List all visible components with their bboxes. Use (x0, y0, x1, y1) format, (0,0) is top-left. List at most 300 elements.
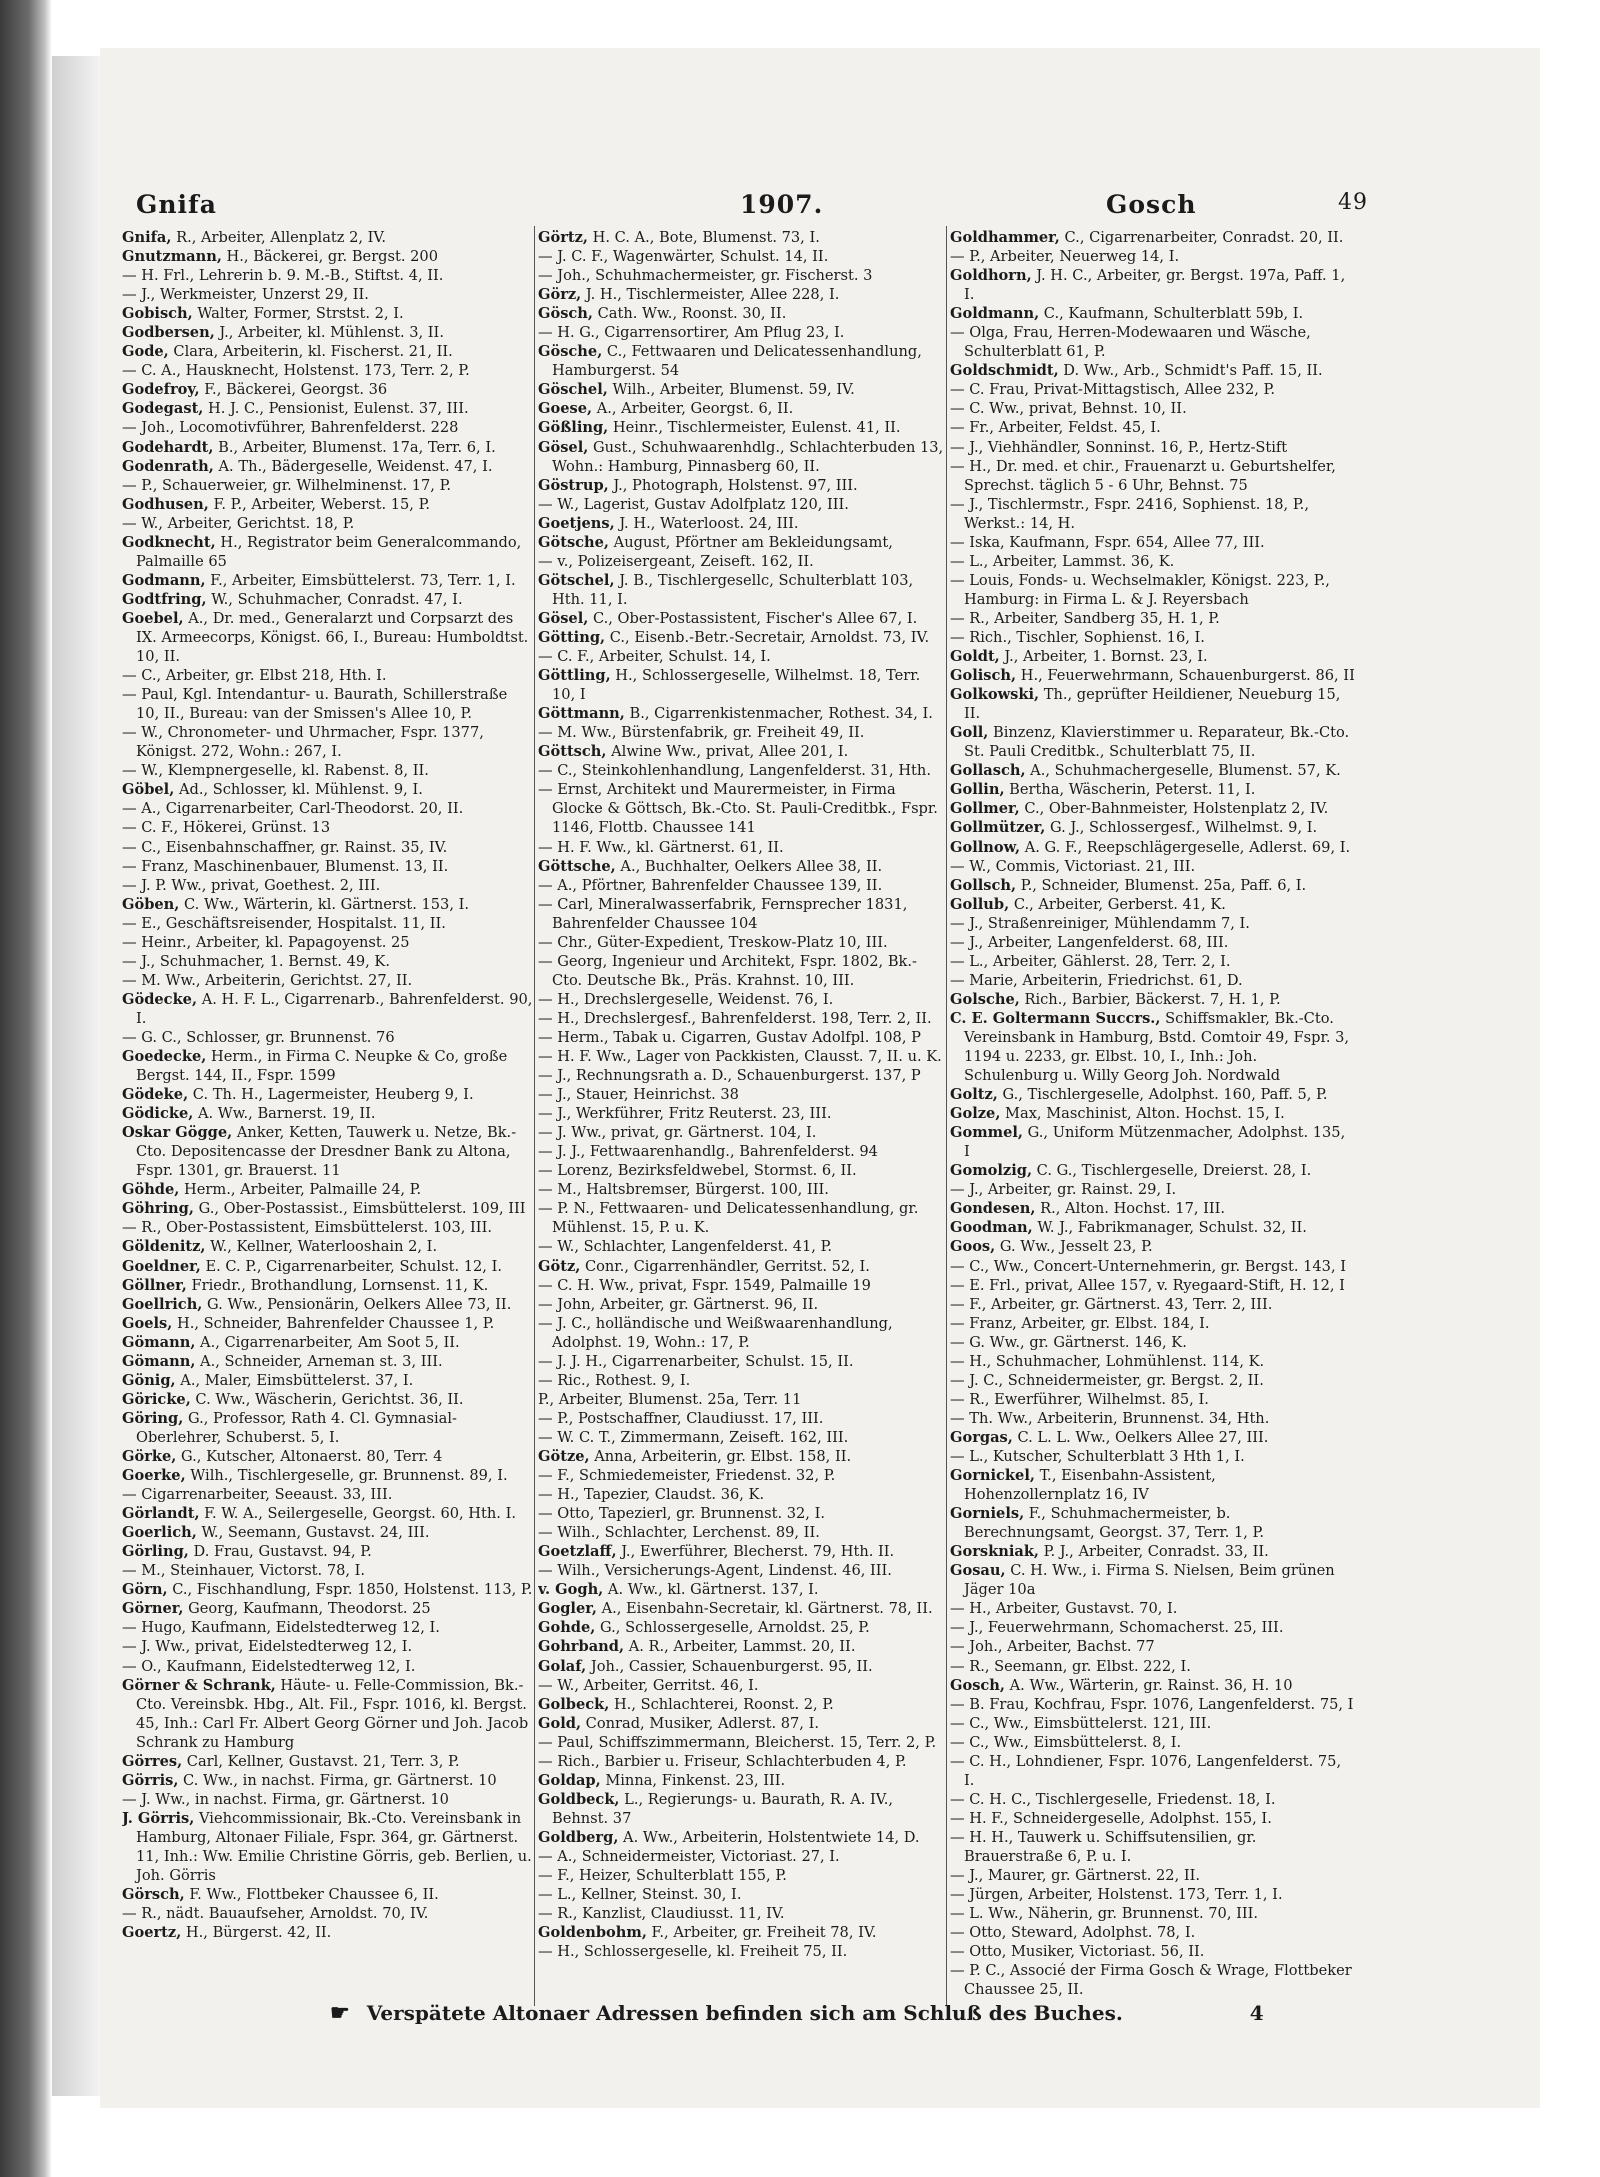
directory-entry (122, 1542, 534, 1561)
entry-details: A., Schneider, Arneman st. 3, III. (195, 1352, 443, 1370)
entry-surname: v. Gogh, (538, 1581, 604, 1599)
directory-entry (538, 1790, 946, 1828)
directory-entry (122, 895, 534, 914)
directory-entry (122, 818, 534, 837)
entry-surname: Gösch, (538, 305, 593, 323)
entry-surname: Goedecke, (122, 1048, 207, 1066)
entry-details: H., Bürgerst. 42, II. (181, 1924, 332, 1942)
entry-details: — F., Arbeiter, gr. Gärtnerst. 43, Terr. 2, III. (950, 1295, 1273, 1313)
directory-entry (538, 780, 946, 837)
entry-surname: Goetzlaff, (538, 1543, 617, 1561)
entry-details: — C. H. Ww., privat, Fspr. 1549, Palmaille 19 (538, 1276, 871, 1294)
directory-entry (538, 952, 946, 990)
directory-entry (950, 266, 1355, 304)
directory-entry (538, 438, 946, 476)
directory-entry (950, 1885, 1355, 1904)
directory-entry (122, 1371, 534, 1390)
entry-details: C. Ww., in nachst. Firma, gr. Gärtnerst. 10 (178, 1771, 497, 1789)
directory-entry (950, 304, 1355, 323)
entry-surname: Görke, (122, 1448, 177, 1465)
pointing-hand-icon: ☛ (330, 2000, 350, 2026)
entry-details: W., Kellner, Waterlooshain 2, I. (205, 1238, 438, 1256)
entry-details: — W., Arbeiter, Gerritst. 46, I. (538, 1676, 759, 1694)
directory-entry (950, 399, 1355, 418)
directory-entry (538, 1504, 946, 1523)
entry-details: Joh., Cassier, Schauenburgerst. 95, II. (586, 1657, 873, 1675)
directory-entry (950, 647, 1355, 666)
entry-details: H. C. A., Bote, Blumenst. 73, I. (588, 229, 820, 246)
directory-entry (122, 799, 534, 818)
entry-details: — Lorenz, Bezirksfeldwebel, Stormst. 6, II. (538, 1162, 857, 1180)
directory-entry (122, 1580, 534, 1599)
directory-entry (538, 1466, 946, 1485)
entry-details: J. H., Waterloost. 24, III. (614, 514, 799, 532)
entry-details: H. J. C., Pensionist, Eulenst. 37, III. (203, 400, 469, 418)
directory-entry (122, 876, 534, 895)
entry-surname: Goldhorn, (950, 267, 1032, 285)
directory-entry (538, 228, 946, 247)
directory-entry (122, 1237, 534, 1256)
directory-entry (950, 1428, 1355, 1447)
entry-surname: Göben, (122, 895, 180, 913)
entry-details: F. Ww., Flottbeker Chaussee 6, II. (184, 1886, 439, 1904)
entry-details: — C. F., Hökerei, Grünst. 13 (122, 819, 331, 837)
directory-entry (950, 1352, 1355, 1371)
page-header (100, 190, 1540, 230)
directory-entry (950, 1085, 1355, 1104)
entry-details: — C. H., Lohndiener, Fspr. 1076, Langenfelderst. 75, I. (950, 1752, 1342, 1789)
page-edge (52, 56, 100, 2096)
entry-details: — C. Frau, Privat-Mittagstisch, Allee 232, P. (950, 381, 1276, 399)
directory-entry (122, 1676, 534, 1752)
entry-surname: Gogler, (538, 1600, 597, 1618)
directory-entry (538, 1847, 946, 1866)
entry-surname: Gößling, (538, 419, 609, 437)
entry-details: — R., Ober-Postassistent, Eimsbüttelerst. 103, III. (122, 1219, 492, 1237)
entry-surname: Göttmann, (538, 705, 625, 723)
directory-entry (950, 1447, 1355, 1466)
entry-surname: Golze, (950, 1105, 1001, 1123)
entry-surname: Göricke, (122, 1390, 191, 1408)
directory-entry (122, 1523, 534, 1542)
entry-details: — H., Schuhmacher, Lohmühlenst. 114, K. (950, 1352, 1265, 1370)
entry-details: W., Seemann, Gustavst. 24, III. (196, 1524, 430, 1542)
directory-entry (950, 1942, 1355, 1961)
entry-details: — R., Arbeiter, Sandberg 35, H. 1, P. (950, 609, 1220, 627)
entry-details: J., Arbeiter, 1. Bornst. 23, I. (999, 648, 1208, 666)
directory-entry (950, 1180, 1355, 1199)
directory-entry (122, 438, 534, 457)
directory-entry (122, 914, 534, 933)
directory-entry (122, 1028, 534, 1047)
entry-surname: Gödecke, (122, 990, 198, 1008)
entry-details: — H., Drechslergeselle, Weidenst. 76, I. (538, 990, 834, 1008)
entry-details: C., Ober-Postassistent, Fischer's Allee 67, I. (588, 609, 918, 627)
directory-entry (538, 514, 946, 533)
entry-details: — J. J. H., Cigarrenarbeiter, Schulst. 15, II. (538, 1352, 854, 1370)
column-divider (946, 226, 947, 2006)
entry-surname: Göring, (122, 1409, 184, 1427)
entry-details: H., Feuerwehrmann, Schauenburgerst. 86, II (1016, 667, 1355, 685)
directory-entry (950, 857, 1355, 876)
directory-entry (538, 533, 946, 552)
entry-details: — L., Arbeiter, Lammst. 36, K. (950, 552, 1175, 570)
directory-entry (538, 647, 946, 666)
directory-entry (538, 1009, 946, 1028)
directory-entry (538, 1618, 946, 1637)
entry-details: A. H. F. L., Cigarrenarb., Bahrenfelderst. 90, I. (136, 990, 533, 1027)
entry-details: — Th. Ww., Arbeiterin, Brunnenst. 34, Hth. (950, 1409, 1270, 1427)
entry-details: — R., Kanzlist, Claudiusst. 11, IV. (538, 1905, 785, 1923)
entry-details: C., Ober-Bahnmeister, Holstenplatz 2, IV. (1019, 800, 1329, 818)
entry-details: — Rich., Tischler, Sophienst. 16, I. (950, 628, 1205, 646)
entry-details: A. Ww., Wärterin, gr. Rainst. 36, H. 10 (1005, 1676, 1293, 1694)
entry-details: — M., Haltsbremser, Bürgerst. 100, III. (538, 1181, 829, 1199)
entry-surname: Goldt, (950, 648, 1000, 666)
entry-details: C. Ww., Wärterin, kl. Gärtnerst. 153, I. (179, 895, 470, 913)
entry-details: A. Th., Bädergeselle, Weidenst. 47, I. (213, 457, 493, 475)
directory-entry (538, 1714, 946, 1733)
entry-details: — J., Straßenreiniger, Mühlendamm 7, I. (950, 914, 1250, 932)
entry-surname: Godbersen, (122, 324, 215, 342)
entry-details: Conr., Cigarrenhändler, Gerritst. 52, I. (580, 1257, 870, 1275)
directory-entry (538, 323, 946, 342)
directory-column-1 (122, 228, 534, 1998)
entry-surname: Göstrup, (538, 476, 609, 494)
directory-entry (122, 285, 534, 304)
directory-entry (122, 1104, 534, 1123)
directory-entry (950, 990, 1355, 1009)
directory-entry (950, 1676, 1355, 1695)
entry-details: — Paul, Schiffszimmermann, Bleicherst. 15, Terr. 2, P. (538, 1733, 937, 1751)
directory-entry (538, 666, 946, 704)
directory-entry (950, 685, 1355, 723)
entry-surname: Gohrband, (538, 1638, 625, 1656)
entry-surname: Godegast, (122, 400, 204, 418)
entry-details: — Georg, Ingenieur und Architekt, Fspr. 1802, Bk.-Cto. Deutsche Bk., Präs. Krahnst. 10, III. (538, 952, 917, 989)
entry-details: — A., Pförtner, Bahrenfelder Chaussee 139, II. (538, 876, 883, 894)
entry-details: Gust., Schuhwaarenhdlg., Schlachterbuden 13, Wohn.: Hamburg, Pinnasberg 60, II. (552, 438, 944, 475)
directory-entry (950, 818, 1355, 837)
directory-entry (950, 1466, 1355, 1504)
entry-surname: Goldenbohm, (538, 1924, 647, 1942)
directory-entry (538, 247, 946, 266)
entry-details: Rich., Barbier, Bäckerst. 7, H. 1, P. (1019, 990, 1281, 1008)
directory-entry (538, 1047, 946, 1066)
entry-surname: Gösel, (538, 438, 589, 456)
entry-details: — C., Ww., Eimsbüttelerst. 8, I. (950, 1733, 1182, 1751)
entry-details: — E., Geschäftsreisender, Hospitalst. 11, II. (122, 914, 446, 932)
directory-entry (122, 780, 534, 799)
directory-entry (538, 1580, 946, 1599)
directory-entry (538, 1637, 946, 1656)
entry-details: — Cigarrenarbeiter, Seeaust. 33, III. (122, 1486, 393, 1504)
entry-details: — J., Arbeiter, gr. Rainst. 29, I. (950, 1181, 1177, 1199)
directory-entry (538, 285, 946, 304)
entry-details: — G. C., Schlosser, gr. Brunnenst. 76 (122, 1028, 395, 1046)
entry-details: — J. C. F., Wagenwärter, Schulst. 14, II. (538, 248, 829, 266)
entry-surname: Göschel, (538, 381, 608, 399)
directory-entry (122, 1561, 534, 1580)
entry-surname: Goll, (950, 724, 989, 742)
entry-details: — Heinr., Arbeiter, kl. Papagoyenst. 25 (122, 933, 410, 951)
directory-entry (122, 418, 534, 437)
entry-details: G., Tischlergeselle, Adolphst. 160, Paff. 5, P. (997, 1086, 1328, 1104)
directory-entry (122, 361, 534, 380)
entry-details: — R., Seemann, gr. Elbst. 222, I. (950, 1657, 1191, 1675)
directory-entry (538, 1866, 946, 1885)
entry-surname: Goltz, (950, 1086, 998, 1104)
directory-entry (538, 399, 946, 418)
entry-details: — J., Arbeiter, Langenfelderst. 68, III. (950, 933, 1229, 951)
directory-entry (950, 761, 1355, 780)
entry-surname: Goellrich, (122, 1295, 203, 1313)
entry-details: — G. Ww., gr. Gärtnerst. 146, K. (950, 1333, 1187, 1351)
entry-details: — P. C., Associé der Firma Gosch & Wrage, Flottbeker Chaussee 25, II. (950, 1962, 1352, 1998)
entry-surname: Golbeck, (538, 1695, 610, 1713)
directory-entry (538, 1676, 946, 1695)
entry-details: Max, Maschinist, Alton. Hochst. 15, I. (1000, 1105, 1285, 1123)
entry-details: H., Bäckerei, gr. Bergst. 200 (221, 248, 438, 266)
entry-surname: Godhusen, (122, 495, 209, 513)
entry-details: — W., Lagerist, Gustav Adolfplatz 120, III. (538, 495, 849, 513)
entry-details: C., Fettwaaren und Delicatessenhandlung, Hamburgerst. 54 (552, 343, 922, 380)
entry-details: August, Pförtner am Bekleidungsamt, (609, 533, 893, 551)
directory-entry (122, 1123, 534, 1180)
entry-details: — H. F. Ww., kl. Gärtnerst. 61, II. (538, 838, 784, 856)
directory-entry (950, 799, 1355, 818)
entry-surname: Görris, (122, 1771, 179, 1789)
directory-entry (122, 723, 534, 761)
entry-details: D. Ww., Arb., Schmidt's Paff. 15, II. (1058, 362, 1323, 380)
entry-surname: Gnifa, (122, 229, 172, 246)
entry-surname: Gollmer, (950, 800, 1020, 818)
entry-details: J., Photograph, Holstenst. 97, III. (608, 476, 858, 494)
directory-entry (950, 1695, 1355, 1714)
directory-entry (122, 1333, 534, 1352)
entry-surname: Goodman, (950, 1219, 1033, 1237)
entry-details: — P. N., Fettwaaren- und Delicatessenhandlung, gr. Mühlenst. 15, P. u. K. (538, 1200, 919, 1237)
directory-entry (538, 990, 946, 1009)
directory-entry (950, 1161, 1355, 1180)
entry-details: F., Bäckerei, Georgst. 36 (199, 381, 388, 399)
entry-details: E. C. P., Cigarrenarbeiter, Schulst. 12, I. (200, 1257, 502, 1275)
entry-details: G., Schlossergeselle, Arnoldst. 25, P. (595, 1619, 870, 1637)
directory-entry (538, 1295, 946, 1314)
entry-details: — Otto, Steward, Adolphst. 78, I. (950, 1924, 1196, 1942)
entry-surname: Godtfring, (122, 590, 207, 608)
entry-details: — L., Kellner, Steinst. 30, I. (538, 1886, 742, 1904)
entry-surname: Görner, (122, 1600, 184, 1618)
entry-details: — J. C., Schneidermeister, gr. Bergst. 2, II. (950, 1371, 1264, 1389)
entry-details: — B. Frau, Kochfrau, Fspr. 1076, Langenfelderst. 75, I (950, 1695, 1354, 1713)
directory-entry (122, 1276, 534, 1295)
directory-entry (122, 342, 534, 361)
entry-details: — F., Schmiedemeister, Friedenst. 32, P. (538, 1467, 836, 1485)
entry-details: F., Arbeiter, gr. Freiheit 78, IV. (646, 1924, 877, 1942)
directory-entry (538, 933, 946, 952)
entry-details: Georg, Kaufmann, Theodorst. 25 (183, 1600, 431, 1618)
entry-details: — H. F. Ww., Lager von Packkisten, Clausst. 7, II. u. K. (538, 1048, 942, 1066)
directory-entry (538, 761, 946, 780)
directory-entry (538, 1199, 946, 1237)
entry-surname: Oskar Gögge, (122, 1124, 233, 1142)
entry-details: — J., Feuerwehrmann, Schomacherst. 25, III. (950, 1619, 1284, 1637)
entry-details: — v., Polizeisergeant, Zeiseft. 162, II. (538, 552, 814, 570)
directory-entry (122, 1809, 534, 1885)
entry-details: — Carl, Mineralwasserfabrik, Fernsprecher 1831, Bahrenfelder Chaussee 104 (538, 895, 908, 932)
entry-details: — Herm., Tabak u. Cigarren, Gustav Adolfpl. 108, P (538, 1028, 921, 1046)
page-number: 49 (1338, 190, 1368, 215)
entry-details: Ad., Schlosser, kl. Mühlenst. 9, I. (174, 781, 423, 799)
entry-surname: Gollin, (950, 781, 1005, 799)
entry-details: C., Cigarrenarbeiter, Conradst. 20, II. (1059, 229, 1344, 246)
entry-details: Alwine Ww., privat, Allee 201, I. (606, 743, 849, 761)
directory-entry (122, 1295, 534, 1314)
entry-details: W. J., Fabrikmanager, Schulst. 32, II. (1032, 1219, 1307, 1237)
entry-details: — Franz, Maschinenbauer, Blumenst. 13, II. (122, 857, 449, 875)
directory-entry (950, 914, 1355, 933)
entry-details: — Joh., Schuhmachermeister, gr. Fischerst. 3 (538, 267, 873, 285)
entry-details: C. L. L. Ww., Oelkers Allee 27, III. (1012, 1428, 1269, 1446)
entry-surname: Götting, (538, 628, 606, 646)
entry-details: J., Ewerführer, Blecherst. 79, Hth. II. (616, 1543, 895, 1561)
entry-details: — John, Arbeiter, gr. Gärtnerst. 96, II. (538, 1295, 819, 1313)
entry-surname: J. Görris, (122, 1809, 195, 1827)
entry-details: Conrad, Musiker, Adlerst. 87, I. (581, 1714, 819, 1732)
directory-entry (538, 342, 946, 380)
directory-entry (950, 1542, 1355, 1561)
directory-entry (122, 857, 534, 876)
directory-entry (538, 838, 946, 857)
column-divider (534, 226, 535, 2006)
directory-entry (122, 971, 534, 990)
entry-details: Anna, Arbeiterin, gr. Elbst. 158, II. (589, 1448, 852, 1465)
directory-entry (950, 1961, 1355, 1998)
entry-details: — H. H., Tauwerk u. Schiffsutensilien, gr. Brauerstraße 6, P. u. I. (950, 1828, 1257, 1865)
entry-surname: Göbel, (122, 781, 175, 799)
entry-details: — Chr., Güter-Expedient, Treskow-Platz 10, III. (538, 933, 888, 951)
entry-details: G. Ww., Pensionärin, Oelkers Allee 73, II. (202, 1295, 512, 1313)
entry-surname: Gommel, (950, 1124, 1023, 1142)
entry-surname: Götze, (538, 1448, 590, 1465)
entry-surname: Gollsch, (950, 876, 1017, 894)
directory-column-3 (950, 228, 1355, 1998)
directory-entry (122, 1314, 534, 1333)
entry-details: — C., Arbeiter, gr. Elbst 218, Hth. I. (122, 667, 387, 685)
signature-mark: 4 (1249, 2001, 1264, 2025)
entry-details: A., Dr. med., Generalarzt und Corpsarzt des IX. Armeecorps, Königst. 66, I., Bureau: Humboldtst. 10, II. (136, 609, 529, 666)
directory-entry (122, 380, 534, 399)
entry-details: P., Schneider, Blumenst. 25a, Paff. 6, I. (1016, 876, 1307, 894)
entry-surname: Godefroy, (122, 381, 200, 399)
directory-entry (950, 571, 1355, 609)
entry-surname: Gode, (122, 343, 169, 361)
entry-details: A., Cigarrenarbeiter, Am Soot 5, II. (195, 1333, 460, 1351)
directory-entry (950, 628, 1355, 647)
entry-details: H., Schneider, Bahrenfelder Chaussee 1, P. (172, 1314, 495, 1332)
entry-surname: Gorgas, (950, 1428, 1013, 1446)
entry-details: Carl, Kellner, Gustavst. 21, Terr. 3, P. (182, 1752, 460, 1770)
directory-entry (538, 418, 946, 437)
entry-details: — Fr., Arbeiter, Feldst. 45, I. (950, 419, 1161, 437)
directory-entry (538, 1409, 946, 1428)
directory-entry (538, 1161, 946, 1180)
entry-details: G., Ober-Postassist., Eimsbüttelerst. 109, III (193, 1200, 526, 1218)
directory-entry (538, 495, 946, 514)
entry-details: — W., Schlachter, Langenfelderst. 41, P. (538, 1238, 833, 1256)
directory-entry (950, 1866, 1355, 1885)
entry-details: — R., nädt. Bauaufseher, Arnoldst. 70, IV. (122, 1905, 429, 1923)
entry-details: Cath. Ww., Roonst. 30, II. (593, 305, 787, 323)
entry-surname: Görling, (122, 1543, 189, 1561)
entry-details: A., Maler, Eimsbüttelerst. 37, I. (175, 1371, 414, 1389)
entry-details: Herm., Arbeiter, Palmaille 24, P. (179, 1181, 422, 1199)
entry-details: — H., Drechslergesf., Bahrenfelderst. 198, Terr. 2, II. (538, 1009, 932, 1027)
entry-details: — C., Ww., Concert-Unternehmerin, gr. Bergst. 143, I (950, 1257, 1347, 1275)
entry-details: — J. Ww., privat, Eidelstedterweg 12, I. (122, 1638, 413, 1656)
entry-details: A., Arbeiter, Georgst. 6, II. (592, 400, 794, 418)
directory-entry (122, 323, 534, 342)
entry-details: A., Schuhmachergeselle, Blumenst. 57, K. (1025, 762, 1341, 780)
directory-entry (538, 1257, 946, 1276)
entry-surname: Gold, (538, 1714, 582, 1732)
directory-entry (538, 304, 946, 323)
directory-entry (950, 1923, 1355, 1942)
entry-surname: Göhde, (122, 1181, 180, 1199)
header-left-keyword: Gnifa (136, 190, 217, 219)
entry-surname: Goldberg, (538, 1828, 619, 1846)
entry-details: J. H., Tischlermeister, Allee 228, I. (581, 286, 840, 304)
entry-surname: Göttsch, (538, 743, 607, 761)
entry-surname: Gösel, (538, 609, 589, 627)
entry-surname: Görlandt, (122, 1505, 200, 1523)
entry-details: P., Arbeiter, Blumenst. 25a, Terr. 11 (538, 1390, 802, 1408)
directory-entry (950, 780, 1355, 799)
directory-entry (538, 1485, 946, 1504)
entry-surname: Gösche, (538, 343, 603, 361)
directory-entry (122, 228, 534, 247)
entry-details: Friedr., Brothandlung, Lornsenst. 11, K. (186, 1276, 489, 1294)
entry-surname: Goerlich, (122, 1524, 197, 1542)
directory-entry (122, 1180, 534, 1199)
directory-entry (122, 1447, 534, 1466)
directory-entry (950, 1790, 1355, 1809)
directory-entry (950, 380, 1355, 399)
entry-surname: Goebel, (122, 609, 184, 627)
entry-surname: Goldschmidt, (950, 362, 1059, 380)
entry-surname: Gobisch, (122, 305, 193, 323)
entry-details: H., Schlossergeselle, Wilhelmst. 18, Terr. 10, I (552, 667, 921, 704)
entry-surname: Gömann, (122, 1352, 196, 1370)
directory-entry (950, 1371, 1355, 1390)
directory-entry (538, 1904, 946, 1923)
directory-entry (538, 1657, 946, 1676)
directory-entry (122, 457, 534, 476)
entry-details: — J. Ww., in nachst. Firma, gr. Gärtnerst. 10 (122, 1790, 449, 1808)
directory-entry (122, 1085, 534, 1104)
entry-details: A., Buchhalter, Oelkers Allee 38, II. (615, 857, 883, 875)
directory-entry (122, 609, 534, 666)
entry-details: — Otto, Tapezierl, gr. Brunnenst. 32, I. (538, 1505, 825, 1523)
entry-details: — Wilh., Schlachter, Lerchenst. 89, II. (538, 1524, 820, 1542)
entry-details: P. J., Arbeiter, Conradst. 33, II. (1039, 1543, 1269, 1561)
directory-entry (122, 1257, 534, 1276)
entry-details: F., Arbeiter, Eimsbüttelerst. 73, Terr. 1, I. (205, 571, 516, 589)
entry-surname: Gondesen, (950, 1200, 1036, 1218)
entry-details: G. Ww., Jesselt 23, P. (995, 1238, 1153, 1256)
entry-details: — H., Schlossergeselle, kl. Freiheit 75, II. (538, 1943, 848, 1961)
